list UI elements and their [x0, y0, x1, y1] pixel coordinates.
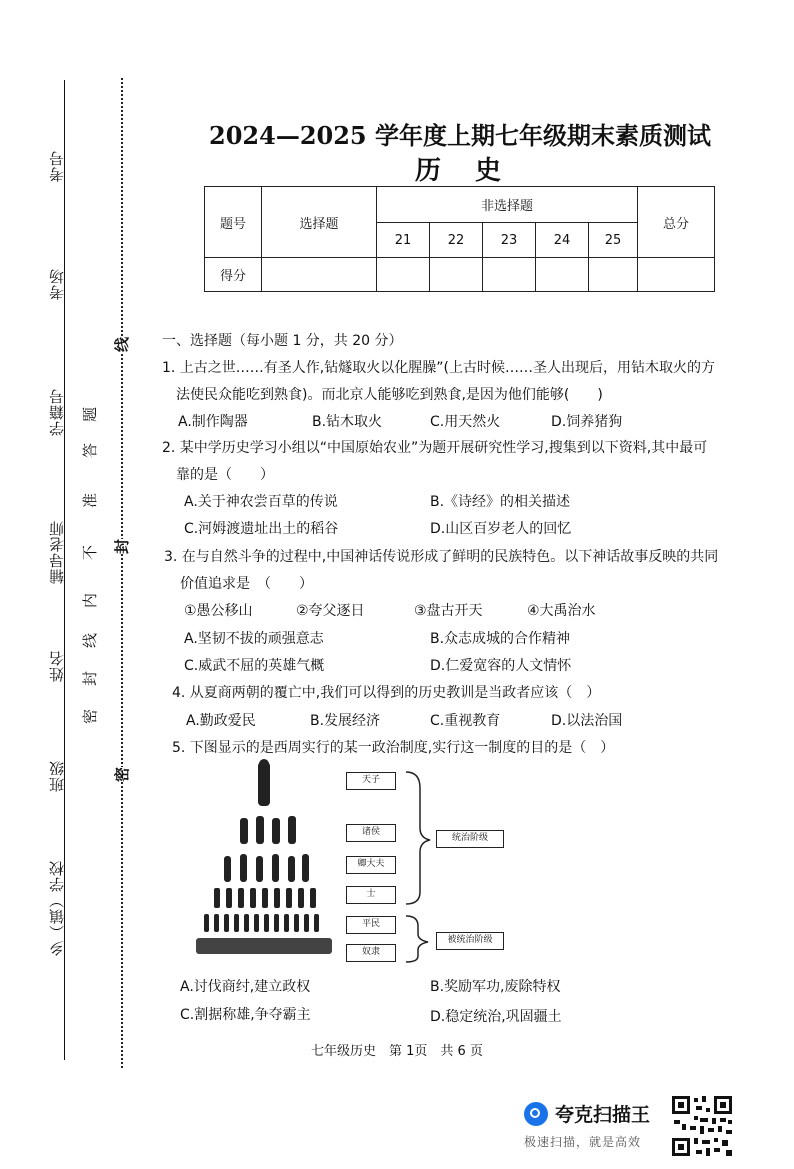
- q5-option-a[interactable]: A.讨伐商纣,建立政权: [180, 979, 311, 995]
- q2-option-b[interactable]: B.《诗经》的相关描述: [430, 494, 571, 510]
- rank-pingmin: 平民: [346, 916, 396, 934]
- q3-line2: 价值追求是 （ ）: [180, 576, 313, 592]
- q3-option-c[interactable]: C.威武不屈的英雄气概: [184, 658, 325, 674]
- seal-word-feng: 封: [113, 538, 132, 555]
- q3-line1: 3. 在与自然斗争的过程中,中国神话传说形成了鲜明的民族特色。以下神话故事反映的共同: [164, 549, 719, 565]
- header-xuanze: 选择题: [262, 187, 377, 258]
- section-heading: 一、选择题（每小题 1 分，共 20 分）: [162, 333, 403, 349]
- rank-shi: 士: [346, 886, 396, 904]
- field-xuejihao: 学籍号: [48, 388, 66, 436]
- field-xingming: 姓名: [48, 650, 66, 682]
- q1-line2: 法使民众能吃到熟食)。而北京人能够吃到熟食,是因为他们能够( ): [176, 387, 603, 403]
- qnum: 21: [377, 223, 430, 258]
- score-cell[interactable]: [483, 258, 536, 292]
- score-table: [204, 186, 715, 292]
- q1-option-b[interactable]: B.钻木取火: [312, 414, 383, 430]
- score-cell[interactable]: [589, 258, 638, 292]
- q1-line1: 1. 上古之世……有圣人作,钻燧取火以化腥臊”(上古时候……圣人出现后，用钻木取火的方: [162, 360, 715, 376]
- field-banji: 班级: [48, 760, 66, 792]
- seal-word-mi: 密: [113, 766, 132, 783]
- scanner-logo: [524, 1102, 548, 1126]
- ruled-class-label: 被统治阶级: [436, 932, 504, 950]
- q4-option-d[interactable]: D.以法治国: [551, 713, 623, 729]
- exam-title: 2024—2025 学年度上期七年级期末素质测试: [209, 121, 711, 150]
- seal-word: 封: [81, 670, 100, 687]
- score-cell[interactable]: [430, 258, 483, 292]
- q2-option-d[interactable]: D.山区百岁老人的回忆: [430, 521, 572, 537]
- q3-item-1: ①愚公移山: [184, 603, 253, 619]
- q5-option-c[interactable]: C.割据称雄,争夺霸主: [180, 1007, 311, 1023]
- qnum: 22: [430, 223, 483, 258]
- seal-word: 准: [81, 492, 100, 509]
- q5-option-b[interactable]: B.奖励军功,废除特权: [430, 979, 561, 995]
- scanner-slogan: 极速扫描，就是高效: [524, 1135, 642, 1149]
- q5-line1: 5. 下图显示的是西周实行的某一政治制度,实行这一制度的目的是（ ）: [172, 740, 615, 756]
- score-cell[interactable]: [262, 258, 377, 292]
- header-total: 总分: [638, 187, 715, 258]
- seal-word: 内: [81, 592, 100, 609]
- header-tihao: 题号: [205, 187, 262, 258]
- seal-word: 题: [81, 406, 100, 423]
- rank-qingdafu: 卿大夫: [346, 856, 396, 874]
- score-cell[interactable]: [377, 258, 430, 292]
- seal-word: 密: [81, 708, 100, 725]
- qnum: 25: [589, 223, 638, 258]
- seal-word: 线: [81, 632, 100, 649]
- q2-option-c[interactable]: C.河姆渡遗址出土的稻谷: [184, 521, 339, 537]
- seal-word: 答: [81, 442, 100, 459]
- seal-dotted-line: [121, 78, 123, 1068]
- q3-option-d[interactable]: D.仁爱宽容的人文情怀: [430, 658, 572, 674]
- rank-tianzi: 天子: [346, 772, 396, 790]
- row-defen: 得分: [205, 258, 262, 292]
- q2-line2: 靠的是（ ）: [176, 467, 274, 483]
- score-cell[interactable]: [536, 258, 589, 292]
- q1-option-a[interactable]: A.制作陶器: [178, 414, 248, 430]
- pyramid-figure: [196, 758, 336, 968]
- qnum: 24: [536, 223, 589, 258]
- q1-option-c[interactable]: C.用天然火: [430, 414, 501, 430]
- hierarchy-braces: [398, 768, 438, 968]
- ruling-class-label: 统治阶级: [436, 830, 504, 848]
- rank-zhuhou: 诸侯: [346, 824, 396, 842]
- field-xuexiao: 乡（镇）学校: [48, 860, 66, 956]
- q3-option-b[interactable]: B.众志成城的合作精神: [430, 631, 571, 647]
- q3-item-4: ④大禹治水: [527, 603, 596, 619]
- q2-option-a[interactable]: A.关于神农尝百草的传说: [184, 494, 338, 510]
- q4-line1: 4. 从夏商两朝的覆亡中,我们可以得到的历史教训是当政者应该（ ）: [172, 685, 601, 701]
- page-footer: 七年级历史 第 1页 共 6 页: [311, 1044, 483, 1059]
- q5-option-d[interactable]: D.稳定统治,巩固疆土: [430, 1009, 562, 1025]
- qnum: 23: [483, 223, 536, 258]
- field-kaohao: 考号: [48, 150, 66, 182]
- seal-word: 不: [81, 544, 100, 561]
- q1-option-d[interactable]: D.饲养猪狗: [551, 414, 623, 430]
- header-feixuanze: 非选择题: [377, 187, 638, 223]
- score-cell[interactable]: [638, 258, 715, 292]
- rank-nuli: 奴隶: [346, 944, 396, 962]
- scanner-logo-inner: [530, 1108, 540, 1118]
- q3-item-2: ②夸父逐日: [296, 603, 365, 619]
- q4-option-a[interactable]: A.勤政爱民: [186, 713, 256, 729]
- scanner-brand-name: 夸克扫描王: [555, 1104, 651, 1126]
- subject-title: 历 史: [414, 156, 505, 186]
- q4-option-b[interactable]: B.发展经济: [310, 713, 381, 729]
- field-kaochang: 考场: [48, 268, 66, 300]
- q3-option-a[interactable]: A.坚韧不拔的顽强意志: [184, 631, 324, 647]
- q2-line1: 2. 某中学历史学习小组以“中国原始农业”为题开展研究性学习,搜集到以下资料,其中最可: [162, 440, 708, 456]
- field-fudao: 辅导老师: [48, 520, 66, 584]
- q3-item-3: ③盘古开天: [414, 603, 483, 619]
- seal-word-line: 线: [113, 336, 132, 353]
- q4-option-c[interactable]: C.重视教育: [430, 713, 501, 729]
- qr-code-icon[interactable]: [670, 1094, 734, 1158]
